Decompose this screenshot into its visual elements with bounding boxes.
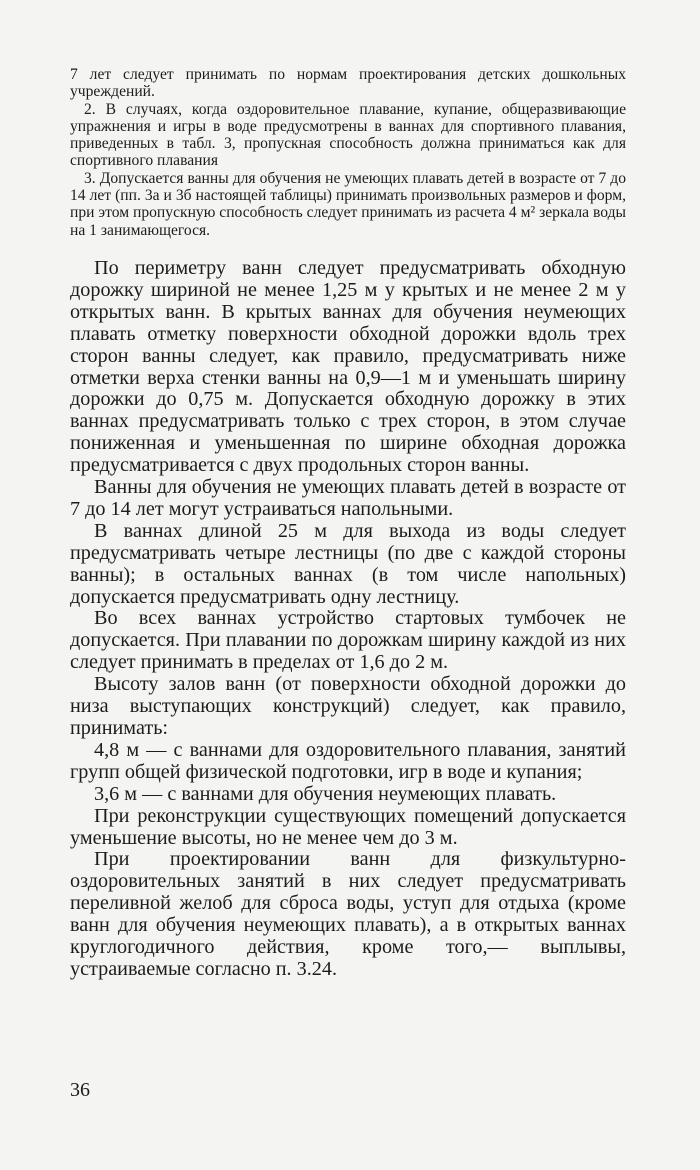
paragraph-ladders: В ваннах длиной 25 м для выхода из воды следует предусматривать четыре лестницы (по две с каждой стороны ванны); в остальных ваннах (в том числе напольных) допускается предусматривать одну лестницу.	[70, 519, 626, 608]
paragraph-hall-height: Высоту залов ванн (от поверхности обходной дорожки до низа выступающих конструкций) следует, как правило, принимать:	[70, 673, 626, 739]
paragraph-starting-blocks: Во всех ваннах устройство стартовых тумбочек не допускается. При плавании по дорожкам ширину каждой из них следует принимать в пределах от 1,6 до 2 м.	[70, 607, 626, 674]
paragraph-height-4-8: 4,8 м — с ваннами для оздоровительного плавания, занятий групп общей физической подготовки, игр в воде и купания;	[70, 738, 626, 783]
body-text	[70, 258, 626, 981]
table-notes	[70, 66, 626, 239]
paragraph-floor-pools: Ванны для обучения не умеющих плавать детей в возрасте от 7 до 14 лет могут устраиваться напольными.	[70, 476, 626, 520]
paragraph-overflow-gutter: При проектировании ванн для физкультурно-оздоровительных занятий в них следует предусматривать переливной желоб для сброса воды, уступ для отдыха (кроме ванн для обучения неумеющих плавать), а в открытых ваннах круглогодичного действия, кроме того,— выплывы, устраиваемые согласно п. 3.24.	[70, 848, 626, 980]
note-continuation: 7 лет следует принимать по нормам проектирования детских дошкольных учреждений.	[70, 66, 626, 101]
page-number: 36	[70, 1079, 90, 1101]
note-3: 3. Допускается ванны для обучения не умеющих плавать детей в возрасте от 7 до 14 лет (пп. 3а и 3б настоящей таблицы) принимать произвольных размеров и форм, при этом пропускную способность следует принимать из расчета 4 м² зеркала воды на 1 занимающегося.	[70, 169, 626, 239]
document-page	[70, 66, 626, 1126]
paragraph-reconstruction: При реконструкции существующих помещений допускается уменьшение высоты, но не менее чем до 3 м.	[70, 804, 626, 849]
paragraph-walkway: По периметру ванн следует предусматривать обходную дорожку шириной не менее 1,25 м у крытых и не менее 2 м у открытых ванн. В крытых ваннах для обучения неумеющих плавать отметку поверхности обходной дорожки вдоль трех сторон ванны следует, как правило, предусматривать ниже отметки верха стенки ванны на 0,9—1 м и уменьшать ширину дорожки до 0,75 м. Допускается обходную дорожку в этих ваннах предусматривать только с трех сторон, в этом случае пониженная и уменьшенная по ширине обходная дорожка предусматривается с двух продольных сторон ванны.	[70, 256, 626, 477]
paragraph-height-3-6: 3,6 м — с ваннами для обучения неумеющих плавать.	[94, 782, 557, 805]
note-2: 2. В случаях, когда оздоровительное плавание, купание, общеразвивающие упражнения и игры в воде предусмотрены в ваннах для спортивного плавания, приведенных в табл. 3, пропускная способность должна приниматься как для спортивного плавания	[70, 100, 626, 170]
